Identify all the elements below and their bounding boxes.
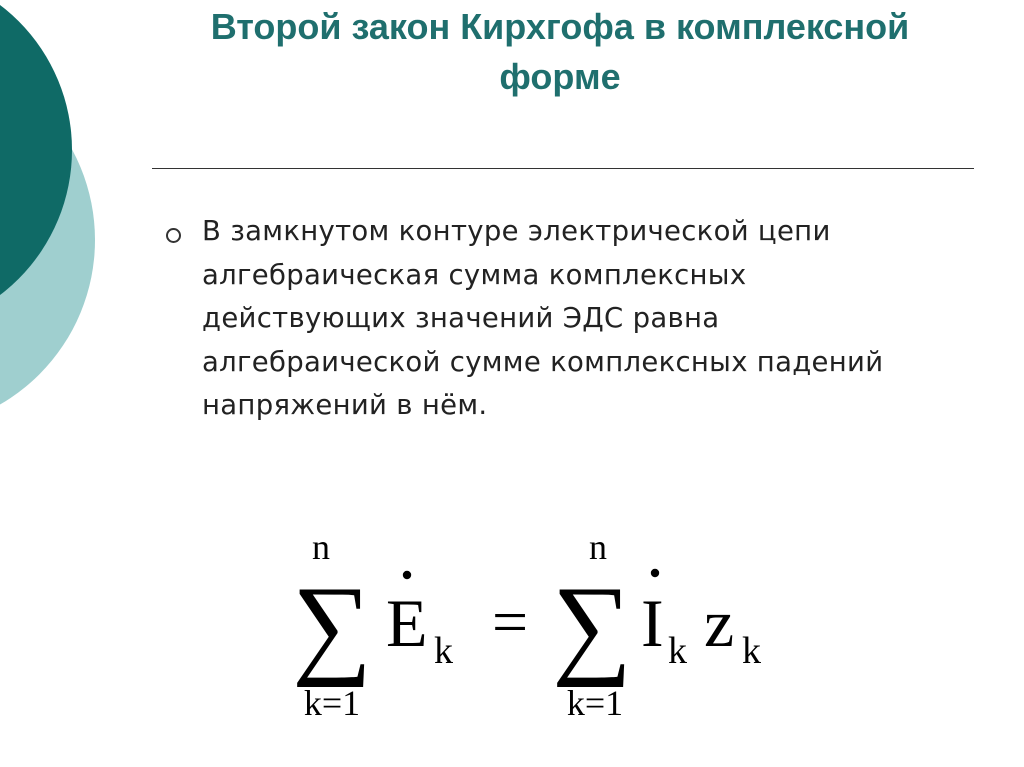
left-term-dot-icon (403, 571, 411, 579)
left-term-subscript: k (434, 630, 453, 672)
right-term-symbol-2: z (704, 585, 735, 661)
right-term-symbol-1: I (641, 585, 664, 661)
left-sigma-icon: ∑ (292, 564, 372, 688)
right-term-subscript-1: k (668, 630, 687, 672)
right-term-dot-icon (651, 569, 659, 577)
right-sum-lower-limit: k=1 (566, 683, 624, 723)
left-term-symbol: E (386, 585, 428, 661)
kirchhoff-formula (290, 525, 790, 730)
left-sum-upper-limit: n (312, 527, 330, 567)
right-sum-upper-limit: n (589, 527, 607, 567)
bullet-text: В замкнутом контуре электрической цепи алгебраическая сумма комплексных действующих значений ЭДС равна алгебраической сумме комплексных падений напряжений в нём. (202, 215, 884, 421)
equals-sign: = (492, 586, 529, 657)
hollow-circle-bullet-icon (166, 228, 181, 243)
slide-title: Второй закон Кирхгофа в комплексной форме (210, 6, 910, 97)
right-term-subscript-2: k (742, 630, 761, 672)
title-divider (152, 168, 974, 169)
decorative-circles (0, 0, 120, 420)
left-sum-lower-limit: k=1 (303, 683, 361, 723)
right-sigma-icon: ∑ (552, 564, 632, 688)
